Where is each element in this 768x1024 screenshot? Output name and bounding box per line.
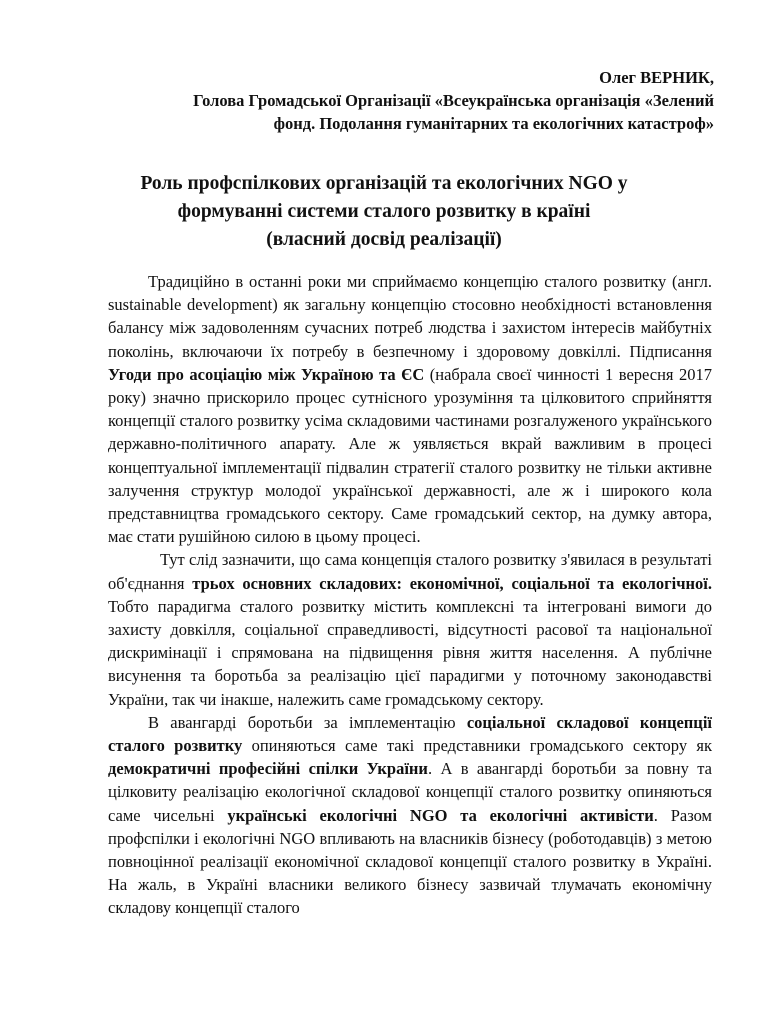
paragraph-segment-bold: трьох основних складових: економічної, соціальної та екологічної.	[192, 573, 712, 593]
paragraph-segment: опиняються саме такі представники громадського сектору як	[242, 736, 712, 756]
paragraph-segment: (набрала своєї чинності 1 вересня 2017 року) значно прискорило процес сутнісного урозуміння та цілковитого сприйняття концепції сталого розвитку усіма складовими частинами розгалуженого українського державно-політичного апарату. Але ж уявляється вкрай важливим в процесі концептуальної імплементації підвалин стратегії сталого розвитку не тільки активне залучення структур молодої української державності, але ж і широкого кола представництва громадського сектору. Саме громадський сектор, на думку автора, має стати рушійною силою в цьому процесі.	[108, 364, 712, 547]
paragraph-segment-bold: демократичні професійні спілки України	[108, 759, 428, 779]
author-block	[74, 66, 714, 135]
paragraph-segment-bold: українські екологічні NGO та екологічні активісти	[227, 805, 654, 825]
paragraph-segment: . Разом профспілки і екологічні NGO впливають на власників бізнесу (роботодавців) з метою повноцінної реалізації економічної складової концепції сталого розвитку в Україні. На жаль, в Україні власники великого бізнесу зазвичай тлумачать економічну складову концепції сталого	[108, 805, 712, 918]
document-body	[108, 270, 712, 920]
paragraph-3	[108, 711, 712, 920]
paragraph-segment: . А в авангарді боротьби за повну та цілковиту реалізацію екологічної складової концепції сталого розвитку опиняються саме чисельні	[108, 759, 713, 825]
paragraph-1	[108, 270, 712, 548]
paragraph-2	[108, 548, 712, 710]
author-name: Олег ВЕРНИК,	[599, 68, 714, 87]
paragraph-segment-bold: Угоди про асоціацію між Україною та ЄС	[108, 364, 425, 384]
document-title	[60, 170, 708, 254]
paragraph-segment-bold: соціальної складової концепції сталого розвитку	[108, 712, 712, 756]
paragraph-segment: Традиційно в останні роки ми сприймаємо концепцію сталого розвитку (англ. sustainable development) як загальну концепцію стосовно необхідності встановлення балансу між задоволенням сучасних потреб людства і захистом інтересів майбутніх поколінь, включаючи їх потребу в безпечному і здоровому довкіллі. Підписання	[108, 272, 712, 361]
paragraph-segment: В авангарді боротьби за імплементацію	[148, 712, 467, 732]
title-line-1: Роль профспілкових організацій та екологічних NGO у	[140, 173, 628, 194]
author-position-line-1: Голова Громадської Організації «Всеукраїнська організація «Зелений	[193, 91, 714, 110]
paragraph-segment: Тут слід зазначити, що сама концепція сталого розвитку з'явилася в результаті об'єднання	[108, 550, 712, 593]
title-line-2: формуванні системи сталого розвитку в країні	[177, 201, 591, 222]
title-line-3: (власний досвід реалізації)	[266, 229, 502, 250]
paragraph-segment: Тобто парадигма сталого розвитку містить комплексні та інтегровані вимоги до захисту довкілля, соціальної справедливості, відсутності расової та національної дискримінації і спрямована на підвищення рівня життя населення. А публічне висунення та боротьба за реалізацію цієї парадигми у поточному законодавстві України, так чи інакше, належить саме громадському сектору.	[108, 596, 712, 709]
author-position-line-2: фонд. Подолання гуманітарних та екологічних катастроф»	[273, 114, 714, 133]
